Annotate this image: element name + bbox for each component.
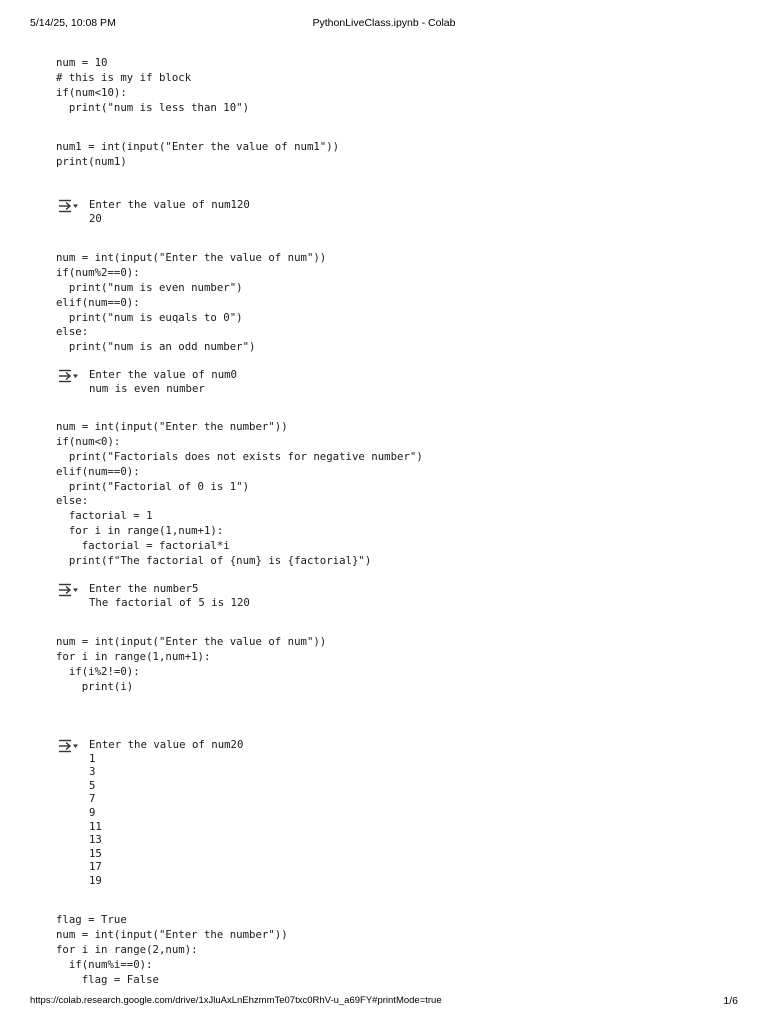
page-number: 1/6	[723, 995, 738, 1007]
code-line: factorial = 1	[56, 509, 153, 523]
code-line: else:	[56, 494, 89, 508]
code-cell-3[interactable]	[56, 251, 326, 355]
code-line: # this is my if block	[56, 70, 192, 84]
code-cell-2[interactable]	[56, 140, 339, 170]
code-line: num1 = int(input("Enter the value of num1"))	[56, 140, 340, 153]
code-cell-5[interactable]	[56, 635, 326, 695]
code-line: flag = True	[56, 913, 127, 926]
code-line: print(i)	[56, 679, 134, 693]
output-cell-4	[89, 582, 250, 609]
output-cell-5	[89, 738, 243, 888]
code-line: num = int(input("Enter the value of num"))	[56, 251, 327, 264]
code-line: elif(num==0):	[56, 295, 140, 309]
output-line: Enter the value of num0	[89, 368, 237, 381]
code-line: elif(num==0):	[56, 464, 140, 478]
output-cell-3	[89, 368, 237, 395]
output-toggle-icon[interactable]	[57, 582, 79, 598]
output-line: The factorial of 5 is 120	[89, 595, 250, 609]
output-line: num is even number	[89, 381, 205, 395]
output-line: 3	[89, 765, 96, 779]
code-line: if(num%2==0):	[56, 265, 140, 279]
code-cell-4[interactable]	[56, 420, 423, 569]
code-line: num = int(input("Enter the number"))	[56, 927, 288, 941]
page-title: PythonLiveClass.ipynb - Colab	[312, 17, 456, 29]
code-line: if(num<0):	[56, 434, 121, 448]
code-cell-6[interactable]	[56, 913, 288, 987]
output-line: 15	[89, 846, 102, 860]
output-toggle-icon[interactable]	[57, 368, 79, 384]
output-toggle-icon[interactable]	[57, 738, 79, 754]
output-toggle-icon[interactable]	[57, 198, 79, 214]
print-datetime: 5/14/25, 10:08 PM	[30, 17, 116, 29]
output-line: 7	[89, 792, 96, 806]
page-url: https://colab.research.google.com/drive/1xJluAxLnEhzmmTe07txc0RhV-u_a69FY#printMode=true	[30, 995, 442, 1006]
code-line: factorial = factorial*i	[56, 539, 230, 553]
output-line: 19	[89, 873, 102, 887]
code-line: print("num is even number")	[56, 280, 243, 294]
code-line: print("Factorial of 0 is 1")	[56, 479, 250, 493]
output-line: 9	[89, 805, 96, 819]
code-cell-1[interactable]	[56, 56, 249, 116]
output-line: 1	[89, 751, 96, 765]
code-line: if(num%i==0):	[56, 957, 153, 971]
code-line: flag = False	[56, 972, 159, 986]
output-line: 17	[89, 860, 102, 874]
code-line: print("num is an odd number")	[56, 340, 256, 354]
code-line: for i in range(1,num+1):	[56, 524, 224, 538]
output-line: Enter the value of num20	[89, 738, 244, 751]
code-line: print(f"The factorial of {num} is {factorial}")	[56, 554, 372, 568]
code-line: print("num is less than 10")	[56, 100, 250, 114]
output-line: Enter the number5	[89, 582, 199, 595]
code-line: else:	[56, 325, 89, 339]
code-line: if(i%2!=0):	[56, 664, 140, 678]
output-cell-2	[89, 198, 250, 225]
output-line: Enter the value of num120	[89, 198, 250, 211]
code-line: print(num1)	[56, 154, 127, 168]
output-line: 13	[89, 833, 102, 847]
code-line: num = int(input("Enter the value of num"))	[56, 635, 327, 648]
code-line: for i in range(2,num):	[56, 942, 198, 956]
code-line: if(num<10):	[56, 85, 127, 99]
output-line: 5	[89, 778, 96, 792]
code-line: print("Factorials does not exists for negative number")	[56, 449, 423, 463]
code-line: num = int(input("Enter the number"))	[56, 420, 288, 433]
output-line: 11	[89, 819, 102, 833]
code-line: for i in range(1,num+1):	[56, 649, 211, 663]
output-line: 20	[89, 211, 102, 225]
code-line: num = 10	[56, 56, 108, 69]
code-line: print("num is euqals to 0")	[56, 310, 243, 324]
